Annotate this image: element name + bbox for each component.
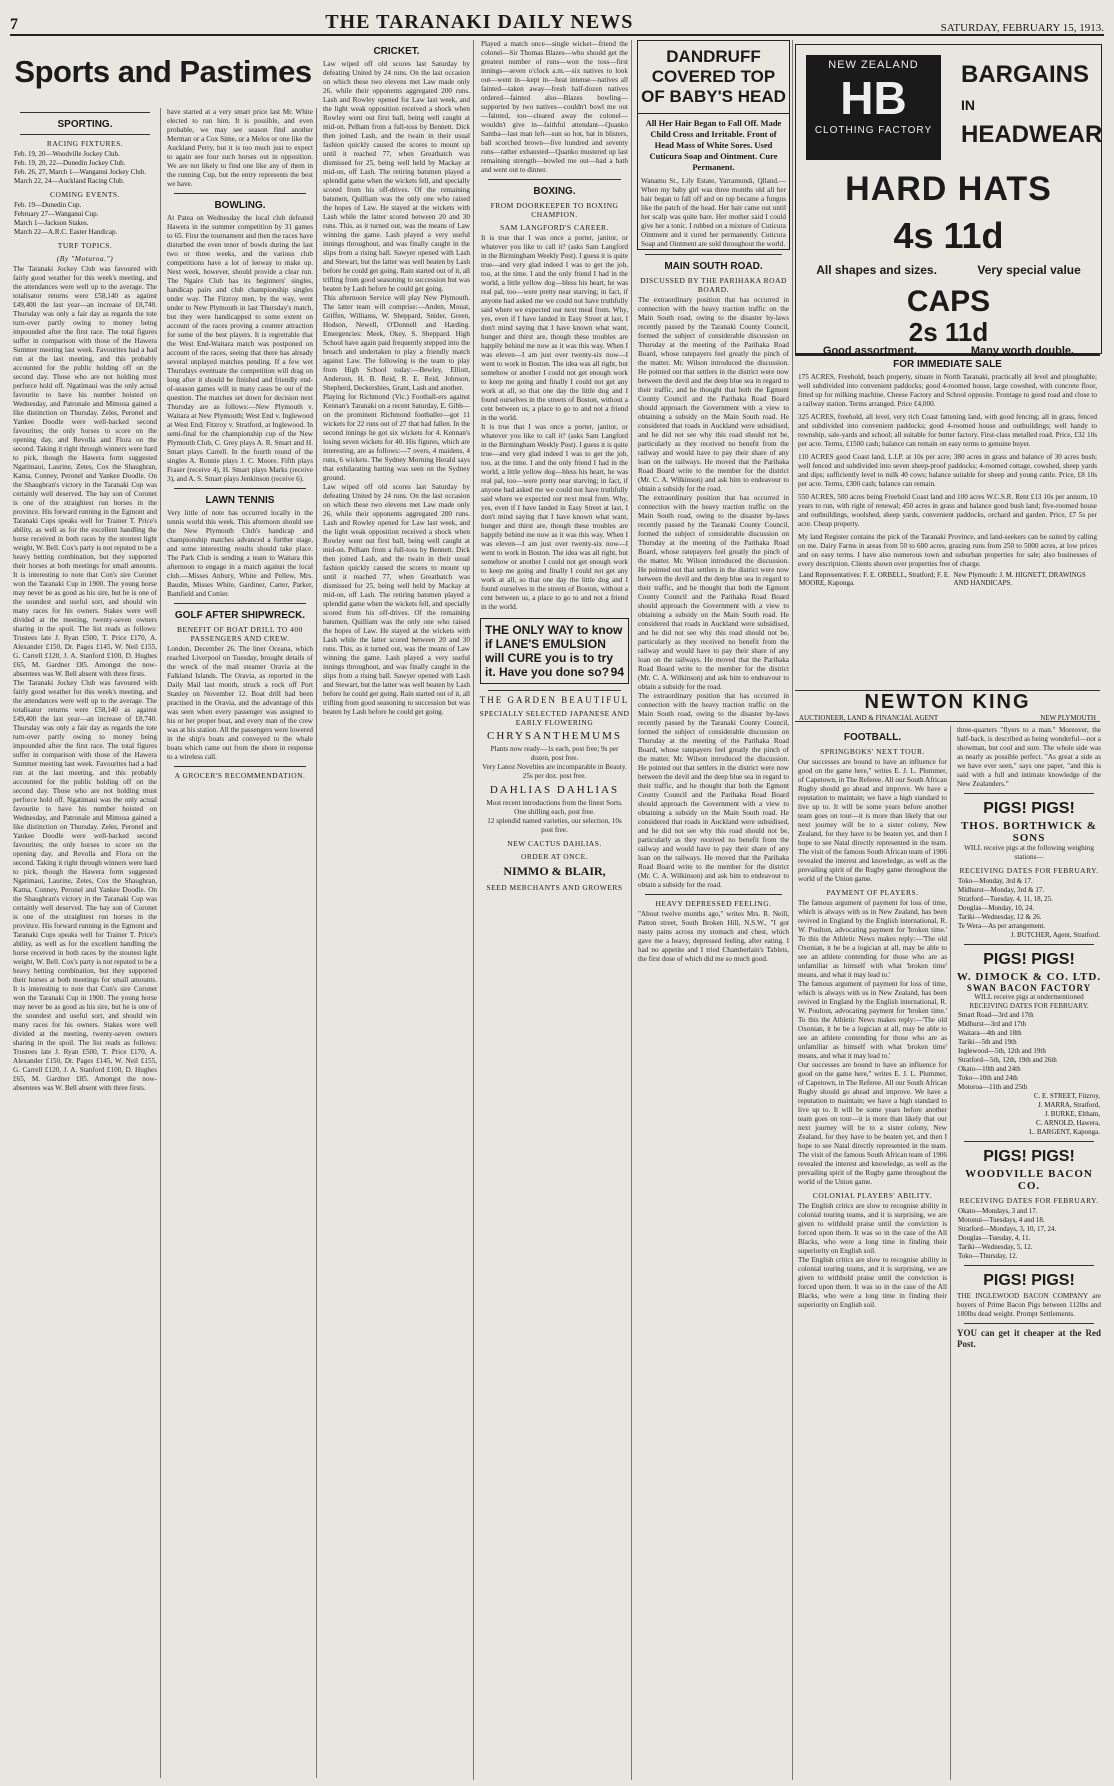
hb-logo-nz: NEW ZEALAND — [828, 59, 919, 71]
dimock-company: W. DIMOCK & CO. LTD. — [956, 971, 1102, 983]
lanes-emulsion-text: THE ONLY WAY to know if LANE'S EMULSION will CURE you is to try it. Have you done so? — [485, 623, 623, 679]
reps-right: New Plymouth: J. M. HIGNETT, DRAWINGS AND HANDICAPS. — [953, 571, 1086, 587]
garden-ad-title: THE GARDEN BEAUTIFUL — [479, 695, 630, 705]
tennis-heading: LAWN TENNIS — [205, 495, 275, 506]
land-register-note: My land Register contains the pick of the Taranaki Province, and land-seekers can be suited by calling on me. Dairy Farms in areas from 50 to 600 acres, grazing runs from 250 to 5000 acres, at low prices and on easy terms. I have also numerous town and suburban properties for sale; also businesses of every description. Clients shown over properties free of charge. — [798, 533, 1097, 568]
for-sale-heading: FOR IMMEDIATE SALE — [893, 359, 1002, 370]
cricket-body-continued: Law wiped off old scores last Saturday by defeating United by 24 runs. On the last occasion on which these two elevens met Law made only 26, while their opponents aggregated 200 runs. Lash and Rowley opened for Law last week, and the light weak opposition received a shock when Rowley went out first ball, being well caught at mid-on. Pelham from a full-toss by Bennett. Dick then joined Lash, and the twain in their usual fashion quickly caused the scores to mount up until it reached 77, when Greatbatch was dismissed for 25, being well held by Mackay at mid-on, off Lash. The retiring batsmen played a splendid game when the wickets fell, and specially scored from his off-drives. Of the remaining batsmen, Quilliam was the only one who raised the hopes of Law. He stayed at the wickets with Lash while the latter scored between 20 and 30 runs. This, as it turned out, was the means of Law winning the game. Lash played a very useful innings throughout, and was finally caught in the slips from a rising ball. Sawyer opened with Lash and Stewart, but the latter was well beaten by Lash before he could get going. Rain started out of it, all trifling from good seasoning to succession but was beaten by Lash before he could get going. — [323, 483, 470, 716]
road-heading: MAIN SOUTH ROAD. — [664, 261, 763, 272]
coming-events-heading: COMING EVENTS. — [50, 190, 120, 199]
receiving-date: Motoroa—11th and 25th — [958, 1083, 1028, 1091]
colonial-body-continued: The English critics are slow to recognise ability in colonial touring teams, and it is surprising, we are given to withhold praise until the conviction is forced upon them. It was so in the case of the All Blacks, who were a long time in finding their superiority on English soil. — [798, 1256, 947, 1309]
road-subheading: DISCUSSED BY THE PARIHAKA ROAD BOARD. — [640, 276, 787, 294]
hard-hats-subline — [796, 263, 1101, 277]
borthwick-company: THOS. BORTHWICK & SONS — [960, 820, 1098, 844]
payment-heading: PAYMENT OF PLAYERS. — [826, 888, 919, 897]
garden-ad-novelties: Very Latest Novelties are incomparable in Beauty. 25s per doz. post free. — [482, 763, 627, 780]
coming-event: March 1—Jackson Stakes. — [14, 219, 89, 227]
racing-fixture: March 22, 24—Auckland Racing Club. — [14, 177, 125, 185]
hard-hats-label: HARD HATS — [845, 170, 1052, 208]
coming-event: Feb. 19—Dunedin Cup. — [14, 201, 82, 209]
boxing-body-continued: It is true that I was once a porter, janitor, or whatever you like to call it? (asks Sam Langford in the Birmingham Weekly Post). I guess it is quite true—and very glad indeed I was to get the job, too, at the time. I and the only friend I had in the world, a little yellow dog—bless his heart, he was real pal, too—were pretty near starving; in fact, if anyone had asked me we could not have truthfully said where we expected our next meal from. Why, yes, even if I have landed in Easy Street at last, I don't mind saying that I have known what want, hunger and thirst are, though these troubles are happily behind me now as it was this way. When I was eleven—I am just over twenty-six now—I went to work in Boston. The idea was all right, but somehow or another I could not get enough work to keep me going and finally I could not get any work at all, so that one day the little dog and I found ourselves in the streets of Boston, without a cent between us, a place to go to and not a friend in the world. — [481, 423, 628, 611]
hb-logo-factory: CLOTHING FACTORY — [814, 125, 933, 136]
racing-fixture: Feb. 19, 20, 22—Dunedin Jockey Club. — [14, 159, 126, 167]
reps-left: Land Representatives: F. E. ORBELL, Stratford; F. E. MOORE, Kaponga. — [799, 571, 950, 587]
road-body-continued: The extraordinary position that has occurred in connection with the heavy traction traffic on the Main South road, owing to the disaster by-laws recently passed by the Taranaki County Council, formed the subject of considerable discussion on Thursday at the meeting of the Parihaka Road Board, whose ratepayers feel greatly the pinch of the matter. Mr. Wilson introduced the discussion. He pointed out that settlers in the district were now between the devil and the deep blue sea in regard to their traffic, and he thought that both the Egmont County Council and the Parihaka Road Board should approach the Government with a view to obtaining a subsidy on the Main South road. He considered that roads in Auckland were subsidised, and he did not see why this road should not be, particularly as they received no benefit from the railway and would have to pay their share of any loan on the railways. He moved that the Parihaka Road Board write to the member for the district (Mr. C. A. Wilkinson) and ask him to endeavour to obtain a subsidy for the road. — [638, 494, 789, 691]
dahlias-text: Most recent introductions from the finest Sorts. One shilling each, post free. — [486, 799, 623, 816]
coming-event: March 22—A.R.C. Easter Handicap. — [14, 228, 118, 236]
cricket-heading: CRICKET. — [373, 46, 420, 57]
hard-hats-price: 4s 11d — [893, 215, 1004, 256]
football-subheading: SPRINGBOKS' NEXT TOUR. — [820, 747, 925, 756]
receiving-date: Toko—10th and 24th — [958, 1074, 1018, 1082]
colonial-body: The English critics are slow to recognise ability in colonial touring teams, and it is surprising, we are given to withhold praise until the conviction is forced upon them. It was so in the case of the All Blacks, who were a long time in finding their superiority on English soil. — [798, 1202, 947, 1255]
column-sporting — [10, 108, 161, 1778]
for-sale-item: 550 ACRES, 500 acres being Freehold Coast land and 100 acres W.C.S.R. Rent £13 10s per annum, 10 years to run, with right of renewal; 450 acres in grass and balance good bush land; five-roomed house and outbuildings, woolshed, sheep yards, convenient paddocks, orchard and garden. Price, £7 5s per acre. Cheap property. — [798, 493, 1097, 528]
receiving-date: Smart Road—3rd and 17th — [958, 1011, 1034, 1019]
caps-assortment: Good assortment. — [822, 345, 918, 357]
boxing-subheading-2: SAM LANGFORD'S CAREER. — [500, 223, 609, 232]
colonial-heading: COLONIAL PLAYERS' ABILITY. — [812, 1191, 933, 1200]
headwear-word: HEADWEAR — [961, 121, 1103, 148]
caps-label: CAPS — [906, 285, 991, 318]
cuticura-ad-title: DANDRUFF COVERED TOP OF BABY'S HEAD — [638, 41, 789, 114]
racing-fixture: Feb. 26, 27, March 1—Wanganui Jockey Club. — [14, 168, 147, 176]
sporting-heading: SPORTING. — [57, 119, 113, 130]
heavy-feeling-body: "About twelve months ago," writes Mrs. R. Neill, Patton street, South Broken Hill, N.S.W., "I got nasty pains across my stomach and chest, which gave me a heavy, depressed feeling, after eating. I had no appetite and I tried Chamberlain's Tablets, the first dose of which did me so much good. — [638, 910, 789, 963]
ad-number: 94 — [610, 665, 624, 679]
agent: C. E. STREET, Fitzroy, — [1033, 1092, 1100, 1100]
receiving-date: Toko—Thursday, 12. — [958, 1252, 1018, 1260]
boxing-body: It is true that I was once a porter, janitor, or whatever you like to call it? (asks Sam Langford in the Birmingham Weekly Post). I guess it is quite true—and very glad indeed I was to get the job, too, at the time. I and the only friend I had in the world, a little yellow dog—bless his heart, he was real pal, too—were pretty near starving; in fact, if anyone had asked me we could not have truthfully said where we expected our next meal from. Why, yes, even if I have landed in Easy Street at last, I don't mind saying that I have known what want, hunger and thirst are, though these troubles are happily behind me now as it was this way. When I was eleven—I am just over twenty-six now—I went to work in Boston. The idea was all right, but somehow or another I could not get enough work to keep me going and finally I could not get any work at all, so that one day the little dog and I found ourselves in the streets of Boston, without a cent between us, a place to go to and not a friend in the world. — [481, 234, 628, 422]
hb-headwear-ad — [795, 44, 1103, 357]
pigs-heading-borthwick: PIGS! PIGS! — [983, 800, 1075, 817]
receiving-date: Midhurst—3rd and 17th — [958, 1020, 1027, 1028]
receiving-date: Tariki—5th and 19th — [958, 1038, 1017, 1046]
seller-name: NIMMO & BLAIR, — [503, 864, 606, 878]
caps-worth: Many worth double. — [970, 345, 1075, 357]
dimock-dates — [954, 1011, 1104, 1092]
racing-heading: RACING FIXTURES. — [46, 139, 124, 148]
cricket-body-2: This afternoon Service will play New Plymouth. The latter team will comprise:—Anden, Mouat, Griffen, Williams, W. Sheppard, Snider, Green, Hodson, Newell, O'Donnell and Harding. Emergencies: Meek, Okey, S. Sheppard. High School have again paid frequently stepped into the breach and undertaken to play a friendly match against Law. The following is the team to play from High School today:—Bewley, Elliott, Anderson, H. B. Reid, R. E. Reid, Johnson, Shepherd, Deckersbies, Grant, Lash and another. — [323, 294, 470, 392]
cuticura-ad-intro: All Her Hair Began to Fall Off. Made Child Cross and Irritable. Front of Head Mass of White Sores. Used Cuticura Soap and Ointment. Cure Permanent. — [645, 118, 782, 172]
receiving-date: Okato—Mondays, 3 and 17. — [958, 1207, 1038, 1215]
cricket-anecdote: Played a match once—single wicket—friend the colonel—Sir Thomas Blazes—who should get the greatest number of runs—won the toss—first innings—seven o'clock a.m.—six natives to look out—went in—kept in—heat intense—natives all fainted—taken away—fresh half-dozen natives ordered—fainted also—Blazes bowling—supported by two natives—couldn't bowl me out—fainted, too—cleared away the colonel—wouldn't give in—faithful attendant—Quanko Samba—last man left—sun so hot, bat in blisters, ball scorched brown—five hundred and seventy runs—rather exhausted—Quanko mustered up last remaining strength—bowled me out—had a bath and went out to dinner. — [481, 40, 628, 174]
golf-subheading: BENEFIT OF BOAT DRILL TO 400 PASSENGERS AND CREW. — [177, 625, 303, 643]
chrysanthemums-label: CHRYSANTHEMUMS — [487, 730, 622, 742]
pigs-heading-inglewood: PIGS! PIGS! — [983, 1272, 1075, 1289]
borthwick-body: WILL receive pigs at the following weighing stations— — [964, 844, 1094, 861]
agent: C. ARNOLD, Hawera, — [1036, 1119, 1100, 1127]
newton-king-location: NEW PLYMOUTH — [1040, 714, 1096, 722]
column-pigs-ads — [954, 726, 1104, 1780]
woodville-dates — [954, 1207, 1104, 1261]
agent: J. MARRA, Stratford, — [1037, 1101, 1100, 1109]
hats-shapes: All shapes and sizes. — [816, 263, 937, 277]
column-boxing — [478, 40, 632, 1780]
seller-sub: SEED MERCHANTS AND GROWERS — [486, 883, 623, 892]
turf-article-body: The Taranaki Jockey Club was favoured with fairly good weather for this week's meeting, and the attendances were well up to the average. The totalisator returns were £58,140 as against £49,400 the last year—an increase of £8,740. Thursday was only a fair day as regards the tote turn-over partly owing to money being impounded after the first race. The total figures suffer in comparison with those of the Hawera Summer meeting last week. Favourites had a bad run at the last meeting, and this probably accounted for the public holding off on the second day. Those who are not holding must perforce hold off. Ngatimaui was the only actual favourite to have his number hoisted on Wednesday, and Patronale and Mimosa gained a like distinction on Thursday. Zeles, Peronel and Yankee Doodle were well-backed second favourites; the only horses to score on the opening day, and Revolla and Flora on the second. Taking it right through winners were hard to pick, though the Hawera form suggested Ngatimaui, Laurine, Zetes, Cox the Shaughran, Katna, Conney, Peronel and Yankee Doodle. On the Shaughran's victory in the Taranaki Cup was certainly well deserved. The bay son of Coronet is one of the straightest run horses in the province. His forward running in the Egmont and Taranaki Cups speaks well for Trainer T. Price's ability, as well as for the excellent handling the horse received in both races by the stoutest light weight, W. Bell. Cox's party is not reputed to be a heavy betting combination, but they supported their horses at both meetings for small amounts. It is interesting to note that Con's sire Coronet won the Taranaki Cup in 1900. The young horse may never be as good as his sire, but he is one of the soundest and useful sort, and should win many races for his owners. Stakes were well divided at the meeting, twenty-seven owners sharing in the spoil. The list reads as follows: Trustees late J. Ryan £500, T. Price £170, A. Alexander £150, Dr. Pages £145, W. Neil £155, G. Carrell £120, J. A. Stanford £100, D. Hughes £65, M. Gardner £85. Amongst the now-absentees was W. Bell absent with three firsts. — [13, 265, 157, 678]
column-football — [795, 726, 951, 1780]
racing-fixture: Feb. 19, 20—Woodville Jockey Club. — [14, 150, 120, 158]
receiving-date: Okato—10th and 24th — [958, 1065, 1021, 1073]
bowling-body: At Patea on Wednesday the local club defeated Hawera in the summer competition by 31 games to 65. First the tournament and then the races have disturbed the even tenor of bowls during the last two or three weeks, and the various club competitions have a lot of leeway to make up. Next week, however, should provide a clear run. The Ngaire Club has its beginners' singles, handicap pairs and club championship singles under way. The Fitzroy men, by the way, went under to New Plymouth in last Thursday's match, but they were handicapped to some extent on account of the races proving a counter attraction for some of the best players. It is regrettable that the West End-Waitara match was postponed on account of the races, seeing that there has already several unplayed matches pending. If a few wet Thursdays eventuate the competition will drag on long after it should be finished and friendly end-of-season games will in many cases be out of the question. The matches set down for decision next Thursday are as follows:—New Plymouth v. Waitara at New Plymouth; West End v. Inglewood at West End; Fitzroy v. Stratford, at Inglewood. In semi-final for the championship cup of the New Plymouth Club, C. Grey plays A. R. Smart and H. Smart plays Carrell. In the fourth round of the singles A. Ronnie plays J. C. Moore. Fifth plays Fraser (receive 4), H. Smart plays Marks (receive 3), and A. S. Smart plays Jenkinson (receive 6). — [167, 214, 313, 483]
newton-king-banner — [795, 690, 1100, 722]
boxing-subheading: FROM DOORKEEPER TO BOXING CHAMPION. — [490, 201, 619, 219]
dimock-body: WILL receive pigs at undermentioned RECEIVING DATES FOR FEBRUARY. — [969, 993, 1089, 1010]
football-body: Our successes are bound to have an influence for good on the game here," writes E. J. L. Plummer, of Capetown, in The Referee. All our South African Rugby should go ahead and improve. We have a reputation to maintain; we have a high standard to live up to. It will be some years before another team goes on tour—it is more than likely that our next journey will be to a sister colony, New Zealand, for they have to be beaten yet, and then I hope to see Natal directly represented in the team. The visit of the famous South African team of 1906 revealed the interest and knowledge, as well as the prevailing spirit of the Rugby game throughout the world of the Union game. — [798, 758, 947, 883]
lanes-emulsion-ad — [480, 618, 629, 684]
receiving-date: Inglewood—5th, 12th and 19th — [958, 1047, 1046, 1055]
football-quote: three-quarters "flyers to a man." Moreover, the half-back, is described as being wonderful—not a showman, but cool and sure. The whole side was as nearly as possible perfect. "As great a side as we have ever seen," says one paper, "and this is said with a full and intimate knowledge of the New Zealanders." — [957, 726, 1101, 788]
dahlias-varieties: 12 splendid named varieties, our selection, 10s post free. — [487, 817, 622, 834]
swan-factory: SWAN BACON FACTORY — [966, 983, 1092, 993]
receiving-date: Motonui—Tuesdays, 4 and 18. — [958, 1216, 1045, 1224]
hats-value: Very special value — [977, 263, 1081, 277]
pigs-heading-dimock: PIGS! PIGS! — [983, 951, 1075, 968]
coming-event: February 27—Wanganui Cup. — [14, 210, 99, 218]
heavy-feeling-heading: HEAVY DEPRESSED FEELING. — [655, 899, 772, 908]
page-number: 7 — [10, 16, 18, 33]
golf-heading: GOLF AFTER SHIPWRECK. — [174, 610, 306, 621]
receiving-date: Stratford—5th, 12th, 19th and 26th — [958, 1056, 1057, 1064]
byline: (By "Moturoa.") — [56, 254, 114, 263]
receiving-date: Tariki—Wednesday, 12 & 26. — [958, 913, 1042, 921]
hb-logo — [806, 55, 941, 160]
agent: L. BARGENT, Kaponga. — [1029, 1128, 1100, 1136]
inglewood-body: THE INGLEWOOD BACON COMPANY are buyers of Prime Bacon Pigs between 112lbs and 180lbs dead weight. Prompt Settlements. — [957, 1292, 1101, 1318]
tennis-body: Very little of note has occurred locally in the tennis world this week. This afternoon should see the New Plymouth Club's handicap and championship matches advanced a further stage, and some interesting results should take place. The Park Club is sending a team to Waitara this afternoon to engage in a match against the local club.—Misses Anbury, White and Pellew, Mrs. Baudin, Misses White, Gardiner, Carter, Parker, Bamfield and Cottier. — [167, 509, 313, 598]
woodville-company: WOODVILLE BACON CO. — [965, 1168, 1093, 1192]
cuticura-ad — [637, 40, 790, 250]
order-at-once: ORDER AT ONCE. — [520, 852, 589, 861]
coming-events-list — [10, 201, 160, 237]
for-sale-item: 110 ACRES good Coast land, L.I.P. at 10s per acre; 380 acres in grass and balance of 30 acres bush; well fenced and subdivided into seven sheep-proof paddocks; 4-roomed cottage, cowshed, sheep yards and dips; sufficiently level to milk 40 cows; balance suitable for sheep and young cattle. Price, £8 10s per acre. Terms, £300 cash; balance can remain. — [798, 453, 1097, 488]
hb-logo-letters: HB — [840, 72, 907, 124]
section-banner — [10, 40, 316, 104]
boxing-heading: BOXING. — [533, 186, 576, 197]
dahlias-label: DAHLIAS DAHLIAS — [489, 784, 620, 796]
pigs-heading-woodville: PIGS! PIGS! — [983, 1148, 1075, 1165]
cuticura-ad-body: Wanamu St., Lily Estate, Yarramundi, Qlland.—When my baby girl was three months old all her hair began to fall off and on top became a fungus like the patch of the head. Her hair came out until her scalp was quite bare. Her mother said I could give her a tonic. I rubbed on a mixture of Cuticura Ointment and it cured her permanently. Cuticura Soap and Ointment are sold throughout the world. — [641, 177, 786, 248]
for-sale-item: 175 ACRES, Freehold, beach property, situate in North Taranaki, practically all level and ploughable; well subdivided into convenient paddocks; good 4-roomed house, large cowshed, with concrete floor, fitted up for milking machine. Cheese Factory and School opposite. Frontage to good road and close to a railway station. Terms arranged. Price £4,000. — [798, 373, 1097, 408]
for-sale-listings — [795, 354, 1100, 706]
racing-fixtures-list — [10, 150, 160, 186]
issue-date: SATURDAY, FEBRUARY 15, 1913. — [940, 22, 1104, 34]
red-post-ad: YOU can get it cheaper at the Red Post. — [957, 1328, 1101, 1349]
road-body: The extraordinary position that has occurred in connection with the heavy traction traffic on the Main South road, owing to the disaster by-laws recently passed by the Taranaki County Council, formed the subject of considerable discussion on Thursday at the meeting of the Parihaka Road Board, whose ratepayers feel greatly the pinch of the matter. Mr. Wilson introduced the discussion. He pointed out that settlers in the district were now between the devil and the deep blue sea in regard to their traffic, and he thought that both the Egmont County Council and the Parihaka Road Board should approach the Government with a view to obtaining a subsidy on the Main South road. He considered that roads in Auckland were subsidised, and he did not see why this road should not be, particularly as they received no benefit from the railway and would have to pay their share of any loan on the railways. He moved that the Parihaka Road Board write to the member for the district (Mr. C. A. Wilkinson) and ask him to endeavour to obtain a subsidy for the road. — [638, 296, 789, 493]
cricket-body-3: Playing for Richmond (Vic.) Football-ers against Kennan's Taranaki on a recent Saturday, E. Gibb—on the prominent Richmond footballer—got 11 wickets for 22 runs out of 27 that had fallen. In the second innings he got six wickets for 4. Kennan's losing seven wickets for 40. His figures, which are interesting, are as follows:—7 overs, 4 maidens, 4 runs, 6 wickets. The Sydney Morning Herald says that exhilarating batting was seen on the Sydney ground. — [323, 393, 470, 482]
receiving-date: Stratford—Mondays, 3, 10, 17, 24. — [958, 1225, 1057, 1233]
garden-ad-price: Plants now ready—1s each, post free; 9s per dozen, post free. — [490, 745, 619, 762]
bargains-word: BARGAINS — [961, 61, 1090, 88]
column-cricket — [320, 40, 474, 1780]
cricket-body: Law wiped off old scores last Saturday by defeating United by 24 runs. On the last occasion on which these two elevens met Law made only 26, while their opponents aggregated 200 runs. Lash and Rowley opened for Law last week, and the light weak opposition received a shock when Rowley went out first ball, being well caught at mid-on. Pelham from a full-toss by Bennett. Dick then joined Lash, and the twain in their usual fashion quickly caused the scores to mount up until it reached 77, when Greatbatch was dismissed for 25, being well held by Mackay at mid-on, off Lash. The retiring batsmen played a splendid game when the wickets fell, and specially scored from his off-drives. Of the remaining batsmen, Quilliam was the only one who raised the hopes of Law. He stayed at the wickets with Lash while the latter scored between 20 and 30 runs. This, as it turned out, was the means of Law winning the game. Lash played a very useful innings throughout, and was finally caught in the slips from a rising ball. Sawyer opened with Lash and Stewart, but the latter was well beaten by Lash before he could get going. Rain started out of it, all trifling from good seasoning to succession but was beaten by Lash before he could get going. — [323, 60, 470, 293]
receiving-date: Toko—Monday, 3rd & 17. — [958, 877, 1033, 885]
receiving-date: Te Wera—As per arrangement. — [958, 922, 1046, 930]
borthwick-agent: J. BUTCHER, Agent, Stratford. — [1010, 931, 1100, 939]
land-representatives — [795, 569, 1100, 589]
newspaper-title: THE TARANAKI DAILY NEWS — [325, 11, 634, 33]
column-bowling-tennis-golf — [164, 108, 317, 1778]
payment-body: The famous argument of payment for loss of time, which is always with us in New Zealand, has been revived in England by the English international, R. W. Poulton, advocating payment for 'broken time.' To this the Athletic News makes reply:—'The old Oxonian, it he be a logician at all, may be able to see an athlete contending for those who are as unfamiliar as himself with what 'broken time' means, and what it may lead to.' — [798, 899, 947, 979]
bargains-headline — [961, 60, 1103, 150]
receiving-date: Midhurst—Monday, 3rd & 17. — [958, 886, 1045, 894]
borthwick-dates-heading: RECEIVING DATES FOR FEBRUARY. — [959, 866, 1099, 875]
receiving-date: Waitara—4th and 18th — [958, 1029, 1022, 1037]
golf-body: London, December 26. The liner Oceana, which reached Liverpool on Tuesday, brought details of the wreck of the mail steamer Oravia at the Falkland Islands. The Oravia, as reported in the Daily Mail last month, struck a rock off Port Stanley on November 12. Boat drill had been practised in the Oravia, and the advantage of this was seen when every passenger was assigned to his or her proper boat, and every man of the crew was at his station. All the passengers were lowered in the ship's boats and conveyed to the whale boats which came out from the shore in response to a wireless call. — [167, 645, 313, 761]
garden-ad-line: SPECIALLY SELECTED JAPANESE AND EARLY FLOWERING — [479, 709, 630, 727]
cactus-dahlias: NEW CACTUS DAHLIAS. — [507, 839, 602, 848]
dimock-agents — [954, 1092, 1104, 1137]
receiving-date: Douglas—Tuesday, 4, 11. — [958, 1234, 1031, 1242]
banner-title: Sports and Pastimes — [14, 54, 312, 89]
woodville-body: RECEIVING DATES FOR FEBRUARY. — [959, 1196, 1099, 1205]
payment-body-continued: The famous argument of payment for loss of time, which is always with us in New Zealand, has been revived in England by the English international, R. W. Poulton, advocating payment for 'broken time.' To this the Athletic News makes reply:—'The old Oxonian, it he be a logician at all, may be able to see an athlete contending for those who are as unfamiliar as himself with what 'broken time' means, and what it may lead to.' — [798, 980, 947, 1060]
newton-king-role: AUCTIONEER, LAND & FINANCIAL AGENT — [799, 714, 939, 722]
masthead — [10, 4, 1104, 36]
caps-price: 2s 11d — [908, 317, 989, 347]
receiving-date: Tariki—Wednesday, 5, 12. — [958, 1243, 1033, 1251]
borthwick-dates — [954, 877, 1104, 931]
turf-article-body-repeat: The Taranaki Jockey Club was favoured with fairly good weather for this week's meeting, and the attendances were well up to the average. The totalisator returns were £58,140 as against £49,400 the last year—an increase of £8,740. Thursday was only a fair day as regards the tote turn-over partly owing to money being impounded after the first race. The total figures suffer in comparison with those of the Hawera Summer meeting last week. Favourites had a bad run at the last meeting, and this probably accounted for the public holding off on the second day. Those who are not holding must perforce hold off. Ngatimaui was the only actual favourite to have his number hoisted on Wednesday, and Patronale and Mimosa gained a like distinction on Thursday. Zeles, Peronel and Yankee Doodle were well-backed second favourites; the only horses to score on the opening day, and Revolla and Flora on the second. Taking it right through winners were hard to pick, though the Hawera form suggested Ngatimaui, Laurine, Zetes, Cox the Shaughran, Katna, Conney, Peronel and Yankee Doodle. On the Shaughran's victory in the Taranaki Cup was certainly well deserved. The bay son of Coronet is one of the straightest run horses in the province. His forward running in the Egmont and Taranaki Cups speaks well for Trainer T. Price's ability, as well as for the excellent handling the horse received in both races by the stoutest light weight, W. Bell. Cox's party is not reputed to be a heavy betting combination, but they supported their horses at both meetings for small amounts. It is interesting to note that Con's sire Coronet won the Taranaki Cup in 1900. The young horse may never be as good as his sire, but he is one of the soundest and useful sort, and should win many races for his owners. Stakes were well divided at the meeting, twenty-seven owners sharing in the spoil. The list reads as follows: Trustees late J. Ryan £500, T. Price £170, A. Alexander £150, Dr. Pages £145, W. Neil £155, G. Carrell £120, J. A. Stanford £100, D. Hughes £65, M. Gardner £85. Amongst the now-absentees was W. Bell absent with three firsts. — [13, 679, 157, 1092]
turf-heading: TURF TOPICS. — [57, 241, 113, 250]
column-main-south-road — [635, 40, 793, 1780]
football-body-continued: Our successes are bound to have an influence for good on the game here," writes E. J. L. Plummer, of Capetown, in The Referee. All our South African Rugby should go ahead and improve. We have a reputation to maintain; we have a high standard to live up to. It will be some years before another team goes on tour—it is more than likely that our next journey will be to a sister colony, New Zealand, for they have to be beaten yet, and then I hope to see Natal directly represented in the team. The visit of the famous South African team of 1906 revealed the interest and knowledge, as well as the prevailing spirit of the Rugby game throughout the world of the Union game. — [798, 1061, 947, 1186]
road-body-continued-2: The extraordinary position that has occurred in connection with the heavy traction traffic on the Main South road, owing to the disaster by-laws recently passed by the Taranaki County Council, formed the subject of considerable discussion on Thursday at the meeting of the Parihaka Road Board, whose ratepayers feel greatly the pinch of the matter. Mr. Wilson introduced the discussion. He pointed out that settlers in the district were now between the devil and the deep blue sea in regard to their traffic, and he thought that both the Egmont County Council and the Parihaka Road Board should approach the Government with a view to obtaining a subsidy on the Main South road. He considered that roads in Auckland were subsidised, and he did not see why this road should not be, particularly as they received no benefit from the railway and would have to pay their share of any loan on the railways. He moved that the Parihaka Road Board write to the member for the district (Mr. C. A. Wilkinson) and ask him to endeavour to obtain a subsidy for the road. — [638, 692, 789, 889]
turf-continued: have started at a very smart price last Mr. White elected to run him. It is possible, and even probable, we may see season find another Merman or a Cox Sime, or a Melos or one like the Auckland Perry, but it is too much just to expect to again see four such horses out in opposition. We are not likely to find one like any of them in the running Cup, but the entry represents the best we have. — [167, 108, 313, 188]
bowling-heading: BOWLING. — [214, 200, 266, 211]
newton-king-name: NEWTON KING — [864, 691, 1031, 713]
in-word: IN — [961, 97, 975, 113]
receiving-date: Douglas—Monday, 10, 24. — [958, 904, 1034, 912]
for-sale-item: 325 ACRES, freehold, all level, very rich Coast fattening land, with good fencing; all in grass, fenced and subdivided into convenient paddocks; good 4-roomed house and outbuildings; well handy to township, sale-yards and school; all suitable for butter factory. First-class metalled road. Price, £32 10s per acre. Terms, £1500 cash; balance can remain on easy terms to genuine buyer. — [798, 413, 1097, 448]
newton-king-sub — [795, 714, 1100, 722]
grocer-heading: A GROCER'S RECOMMENDATION. — [174, 771, 306, 780]
football-heading: FOOTBALL. — [843, 732, 902, 743]
agent: J. BURKE, Eltham, — [1044, 1110, 1100, 1118]
receiving-date: Stratford—Tuesday, 4, 11, 18, 25. — [958, 895, 1053, 903]
